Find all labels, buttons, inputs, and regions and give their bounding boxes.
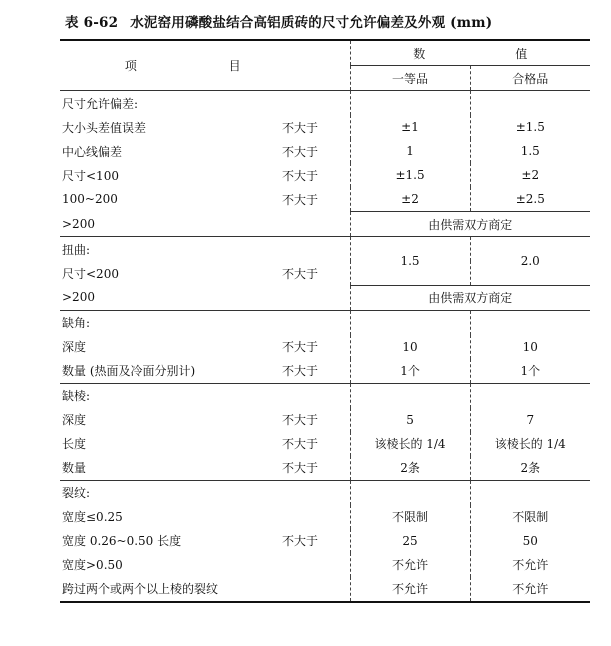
section-heading-row xyxy=(60,237,590,262)
row-merged-value: 由供需双方商定 xyxy=(350,212,590,237)
row-grade2: 7 xyxy=(470,408,590,432)
row-grade1: 25 xyxy=(350,529,470,553)
row-label: 长度 xyxy=(62,437,87,451)
row-limit: 不大于 xyxy=(282,192,319,207)
section-heading: 尺寸允许偏差: xyxy=(60,91,350,116)
row-label: 宽度>0.50 xyxy=(62,558,123,572)
table-row xyxy=(60,577,590,602)
table-row xyxy=(60,408,590,432)
section-heading-row xyxy=(60,310,590,335)
row-limit: 不大于 xyxy=(282,266,319,281)
row-grade2: 不限制 xyxy=(470,505,590,529)
row-label: 中心线偏差 xyxy=(62,144,123,159)
table-row xyxy=(60,115,590,139)
row-limit xyxy=(280,577,350,602)
row-grade2: 2.0 xyxy=(470,237,590,286)
table-caption: 水泥窑用磷酸盐结合高铝质砖的尺寸允许偏差及外观 (mm) xyxy=(130,15,493,31)
row-grade1: 该棱长的 1/4 xyxy=(350,432,470,456)
header-item: 项 目 xyxy=(60,40,350,91)
table-row xyxy=(60,553,590,577)
header-value-b: 值 xyxy=(515,46,528,61)
table-number: 表 6-62 xyxy=(65,15,119,31)
table-row xyxy=(60,285,590,310)
row-grade1: 不允许 xyxy=(350,577,470,602)
row-grade1: 5 xyxy=(350,408,470,432)
row-limit: 不大于 xyxy=(282,437,319,451)
section-heading: 裂纹: xyxy=(60,480,350,505)
row-grade1: 1个 xyxy=(350,359,470,384)
table-row xyxy=(60,212,590,237)
row-grade2: 2条 xyxy=(470,456,590,481)
header-row-1 xyxy=(60,40,590,66)
table-row xyxy=(60,187,590,212)
row-limit: 不大于 xyxy=(282,144,319,159)
row-grade2: ±1.5 xyxy=(470,115,590,139)
row-limit: 不大于 xyxy=(282,340,319,354)
table-row xyxy=(60,139,590,163)
row-limit: 不大于 xyxy=(282,461,319,475)
row-grade1: 1.5 xyxy=(350,237,470,286)
table-row xyxy=(60,505,590,529)
row-label: >200 xyxy=(62,216,95,231)
row-label: 深度 xyxy=(62,413,87,427)
row-label: 尺寸<200 xyxy=(62,266,119,281)
row-limit: 不大于 xyxy=(282,120,319,135)
table-title xyxy=(65,11,605,33)
row-label: 宽度 0.26~0.50 长度 xyxy=(62,534,182,548)
row-grade1: 1 xyxy=(350,139,470,163)
spec-table xyxy=(60,39,590,603)
section-heading-row xyxy=(60,91,590,116)
row-label: 数量 xyxy=(62,461,87,475)
header-value xyxy=(350,40,590,66)
table-row xyxy=(60,432,590,456)
row-grade1: ±1 xyxy=(350,115,470,139)
section-heading-row xyxy=(60,383,590,408)
row-grade2: 1.5 xyxy=(470,139,590,163)
row-limit: 不大于 xyxy=(282,364,319,378)
row-grade1: 不允许 xyxy=(350,553,470,577)
row-grade2: ±2.5 xyxy=(470,187,590,212)
row-grade2: 1个 xyxy=(470,359,590,384)
section-heading-row xyxy=(60,480,590,505)
row-label: >200 xyxy=(62,290,95,305)
table-row xyxy=(60,359,590,384)
row-label: 尺寸<100 xyxy=(62,168,119,183)
row-limit xyxy=(280,505,350,529)
row-limit xyxy=(280,553,350,577)
row-label: 数量 (热面及冷面分别计) xyxy=(62,364,196,378)
header-grade1: 一等品 xyxy=(350,66,470,91)
row-grade2: 不允许 xyxy=(470,553,590,577)
row-merged-value: 由供需双方商定 xyxy=(350,285,590,310)
row-label: 跨过两个或两个以上棱的裂纹 xyxy=(60,577,280,602)
table-row xyxy=(60,163,590,187)
row-grade1: ±2 xyxy=(350,187,470,212)
row-grade2: 10 xyxy=(470,335,590,359)
row-grade1: 10 xyxy=(350,335,470,359)
table-row xyxy=(60,529,590,553)
row-grade2: 该棱长的 1/4 xyxy=(470,432,590,456)
header-value-a: 数 xyxy=(413,46,426,61)
row-limit: 不大于 xyxy=(282,168,319,183)
header-grade2: 合格品 xyxy=(470,66,590,91)
row-grade1: ±1.5 xyxy=(350,163,470,187)
table-row xyxy=(60,335,590,359)
row-grade2: 不允许 xyxy=(470,577,590,602)
section-heading: 扭曲: xyxy=(60,237,350,262)
row-label: 100~200 xyxy=(62,192,118,207)
row-limit: 不大于 xyxy=(282,534,319,548)
table-row xyxy=(60,456,590,481)
row-grade2: 50 xyxy=(470,529,590,553)
row-grade1: 2条 xyxy=(350,456,470,481)
row-label: 大小头差值误差 xyxy=(62,120,147,135)
row-limit: 不大于 xyxy=(282,413,319,427)
row-label: 宽度≤0.25 xyxy=(62,510,123,524)
section-heading: 缺角: xyxy=(60,310,350,335)
row-grade1: 不限制 xyxy=(350,505,470,529)
row-grade2: ±2 xyxy=(470,163,590,187)
row-label: 深度 xyxy=(62,340,87,354)
section-heading: 缺棱: xyxy=(60,383,350,408)
